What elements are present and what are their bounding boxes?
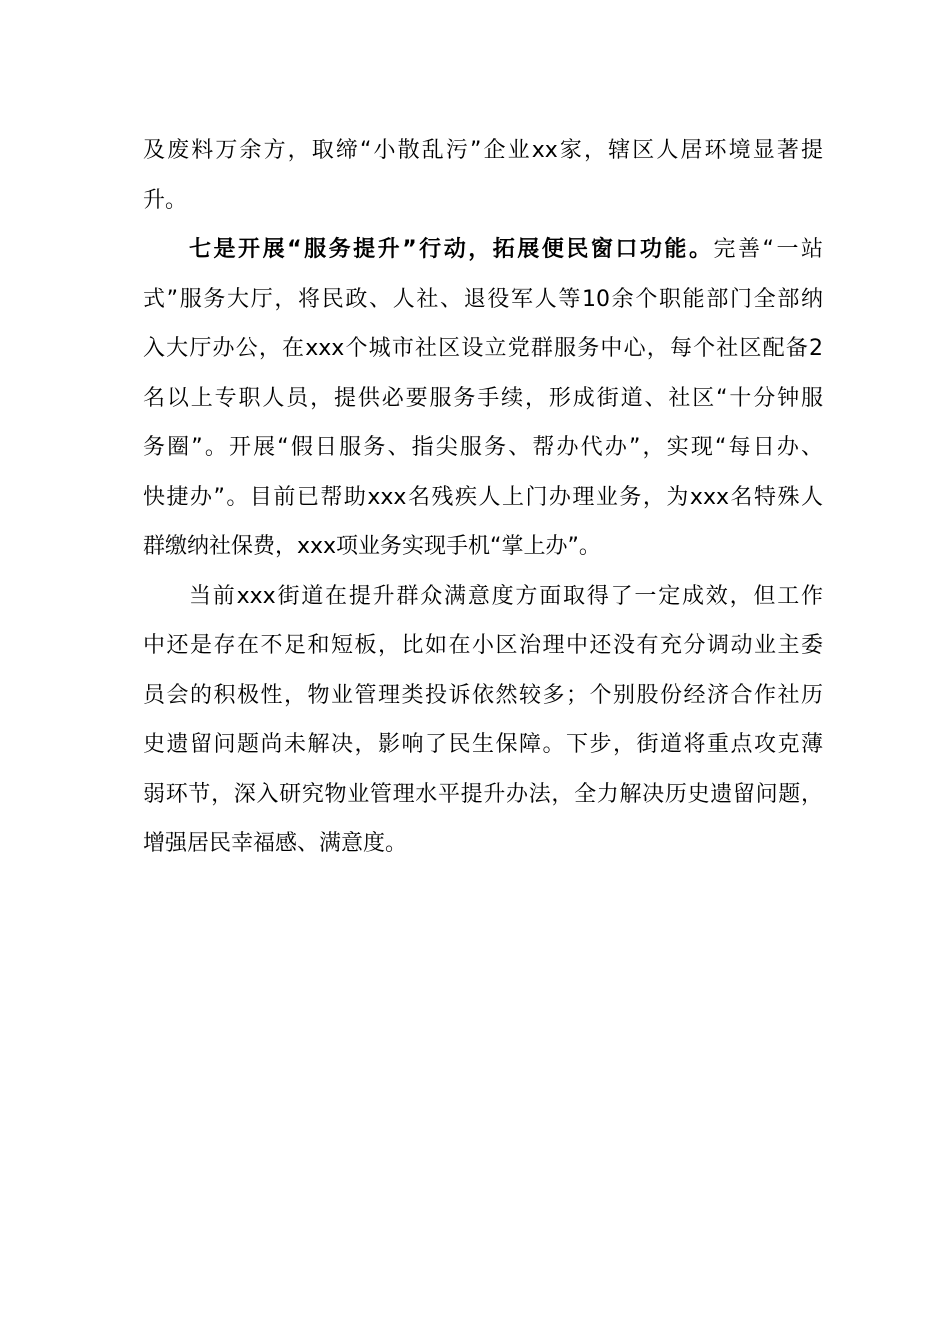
- paragraph-2-line-4: 名以上专职人员，提供必要服务手续，形成街道、社区“十分钟服: [143, 385, 823, 411]
- paragraph-2-line-1: [143, 225, 823, 275]
- paragraph-2-line-1-rest: 完善“一站: [713, 237, 824, 262]
- paragraph-2-heading: 七是开展“服务提升”行动，拓展便民窗口功能。: [189, 237, 714, 262]
- paragraph-3-line-6: 增强居民幸福感、满意度。: [143, 831, 408, 856]
- paragraph-3-line-4: 史遗留问题尚未解决，影响了民生保障。下步，街道将重点攻克薄: [143, 732, 823, 757]
- paragraph-3-line-3: 员会的积极性，物业管理类投诉依然较多；个别股份经济合作社历: [143, 682, 823, 708]
- paragraph-3-line-5: 弱环节，深入研究物业管理水平提升办法，全力解决历史遗留问题，: [143, 781, 823, 807]
- paragraph-2-line-7: 群缴纳社保费，xxx项业务实现手机“掌上办”。: [143, 534, 601, 559]
- paragraph-2-line-3: 入大厅办公，在xxx个城市社区设立党群服务中心，每个社区配备2: [143, 336, 823, 361]
- paragraph-2-line-6: 快捷办”。目前已帮助xxx名残疾人上门办理业务，为xxx名特殊人: [143, 484, 823, 510]
- paragraph-2-line-5: 务圈”。开展“假日服务、指尖服务、帮办代办”，实现“每日办、: [143, 435, 823, 460]
- paragraph-3-line-2: 中还是存在不足和短板，比如在小区治理中还没有充分调动业主委: [143, 633, 823, 658]
- paragraph-1-line-1: 及废料万余方，取缔“小散乱污”企业xx家，辖区人居环境显著提: [143, 138, 823, 163]
- paragraph-1-line-2: 升。: [143, 187, 188, 213]
- document-body: [143, 126, 823, 869]
- paragraph-2-line-2: 式”服务大厅，将民政、人社、退役军人等10余个职能部门全部纳: [143, 286, 823, 312]
- paragraph-3-line-1: 当前xxx街道在提升群众满意度方面取得了一定成效，但工作: [189, 583, 823, 609]
